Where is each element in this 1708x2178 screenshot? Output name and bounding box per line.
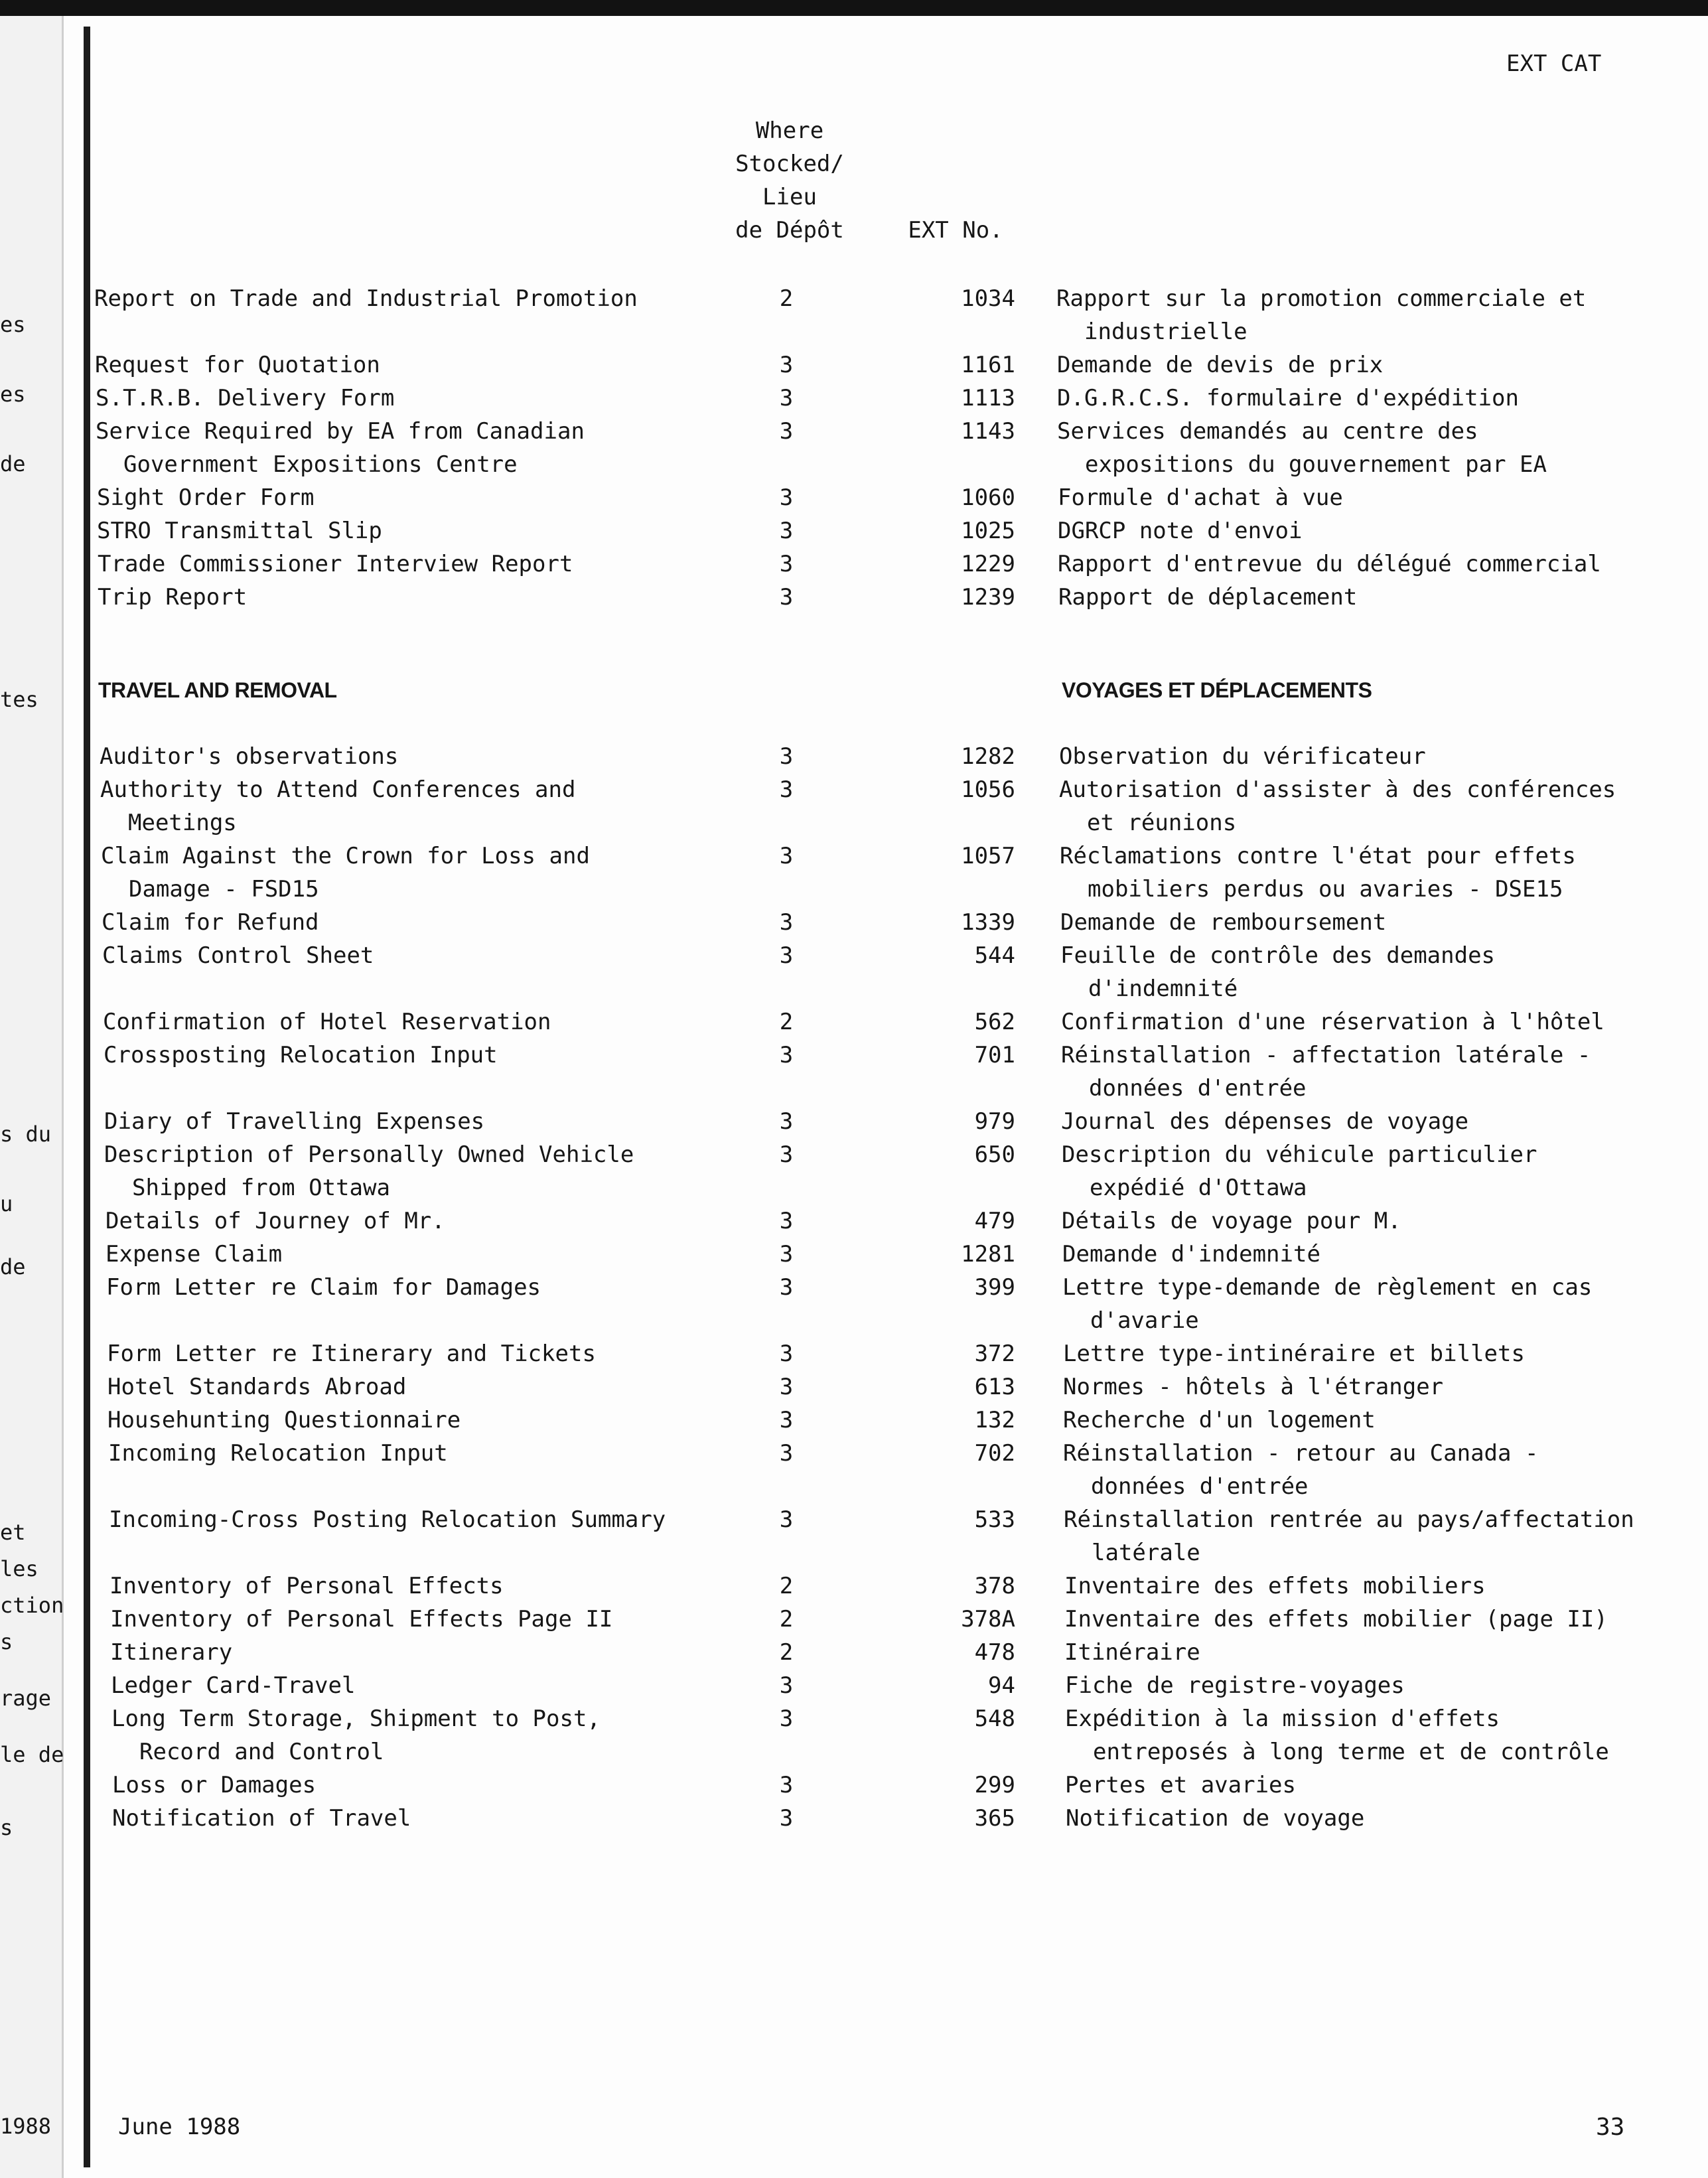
ext-number: 650: [974, 1141, 1015, 1168]
form-title-fr: [1058, 581, 1656, 614]
facing-page-fragment: s du: [0, 1122, 52, 1147]
form-title-en: [112, 1769, 683, 1802]
form-title-fr: [1062, 1238, 1660, 1271]
depot-number: 3: [779, 1805, 794, 1832]
facing-page-fragment: le de: [0, 1742, 64, 1767]
form-title-en-line: Claims Control Sheet: [102, 942, 374, 969]
ext-number: 702: [974, 1440, 1015, 1467]
form-title-fr: [1062, 1204, 1659, 1238]
depot-number: 2: [779, 1573, 794, 1599]
form-title-en: [103, 1005, 674, 1039]
form-title-en-line: Record and Control: [139, 1739, 384, 1765]
depot-number: 3: [779, 352, 794, 378]
form-title-fr: [1061, 1005, 1658, 1039]
form-title-fr-line: données d'entrée: [1089, 1075, 1307, 1102]
ext-number: 1161: [961, 352, 1015, 378]
ext-number: 979: [974, 1108, 1015, 1135]
depot-number: 3: [779, 776, 794, 803]
form-title-en: [97, 481, 668, 514]
form-title-fr: [1060, 839, 1657, 906]
facing-page-fragment: u: [0, 1191, 13, 1216]
depot-number: 3: [779, 418, 794, 445]
form-title-fr: [1058, 514, 1655, 547]
facing-page-fragment: es: [0, 382, 26, 407]
depot-number: 3: [779, 551, 794, 577]
form-title-fr-line: et réunions: [1087, 810, 1237, 836]
form-title-en: [107, 1370, 678, 1404]
form-title-en: [98, 581, 668, 614]
facing-page-fragment: de: [0, 1254, 26, 1279]
form-title-fr: [1061, 1039, 1658, 1105]
form-title-fr: [1062, 1271, 1660, 1337]
form-title-fr-line: Pertes et avaries: [1065, 1772, 1296, 1798]
form-title-fr: [1063, 1404, 1660, 1437]
form-title-en-line: S.T.R.B. Delivery Form: [96, 385, 395, 411]
ext-number: 378: [974, 1573, 1015, 1599]
form-title-en-line: Service Required by EA from Canadian: [96, 418, 585, 445]
form-title-en-line: Loss or Damages: [112, 1772, 317, 1798]
facing-page-fragment: 1988: [0, 2114, 52, 2139]
depot-number: 3: [779, 1241, 794, 1268]
depot-number: 2: [779, 1009, 794, 1035]
form-title-fr-line: Itinéraire: [1064, 1639, 1200, 1666]
form-title-fr: [1056, 282, 1654, 348]
form-title-fr-line: Lettre type-intinéraire et billets: [1063, 1341, 1525, 1367]
section-heading-fr: VOYAGES ET DÉPLACEMENTS: [1062, 678, 1372, 702]
form-title-en: [104, 1138, 675, 1204]
ext-number: 378A: [961, 1606, 1015, 1633]
form-title-fr-line: Normes - hôtels à l'étranger: [1063, 1374, 1444, 1400]
depot-number: 3: [779, 584, 794, 611]
form-title-en-line: Shipped from Ottawa: [132, 1175, 390, 1201]
depot-number: 3: [779, 1706, 794, 1732]
form-title-fr-line: Rapport de déplacement: [1058, 584, 1358, 611]
form-title-fr-line: Demande de devis de prix: [1057, 352, 1384, 378]
ext-number: 399: [974, 1274, 1015, 1301]
depot-number: 2: [779, 1639, 794, 1666]
form-title-en-line: Diary of Travelling Expenses: [104, 1108, 485, 1135]
form-title-en-line: Damage - FSD15: [129, 876, 319, 903]
form-title-fr-line: Rapport d'entrevue du délégué commercial: [1058, 551, 1601, 577]
form-title-en-line: Government Expositions Centre: [123, 451, 518, 478]
ext-number: 562: [974, 1009, 1015, 1035]
form-title-en-line: Inventory of Personal Effects Page II: [110, 1606, 613, 1633]
depot-number: 3: [779, 1208, 794, 1234]
form-title-en-line: Incoming-Cross Posting Relocation Summary: [109, 1506, 666, 1533]
form-title-fr: [1059, 740, 1656, 773]
form-title-en-line: Hotel Standards Abroad: [107, 1374, 407, 1400]
form-title-en: [108, 1437, 679, 1470]
form-title-fr-line: latérale: [1092, 1540, 1200, 1566]
form-title-en-line: Long Term Storage, Shipment to Post,: [111, 1706, 601, 1732]
form-title-fr-line: Réinstallation - retour au Canada -: [1063, 1440, 1539, 1467]
form-title-fr: [1059, 773, 1656, 839]
form-title-en-line: Description of Personally Owned Vehicle: [104, 1141, 634, 1168]
column-header-depot: [703, 114, 876, 247]
form-title-en: [94, 282, 665, 315]
form-title-en-line: Crossposting Relocation Input: [104, 1042, 498, 1068]
depot-number: 3: [779, 1108, 794, 1135]
form-title-fr: [1061, 1105, 1658, 1138]
form-title-fr: [1064, 1636, 1662, 1669]
ext-number: 1282: [961, 743, 1015, 770]
form-title-fr: [1057, 382, 1654, 415]
facing-page-fragment: s: [0, 1629, 13, 1654]
ext-number: 701: [974, 1042, 1015, 1068]
form-title-fr-line: Inventaire des effets mobilier (page II): [1064, 1606, 1608, 1633]
form-title-en-line: Expense Claim: [106, 1241, 283, 1268]
form-title-fr-line: Formule d'achat à vue: [1058, 484, 1343, 511]
form-title-fr-line: Demande de remboursement: [1060, 909, 1387, 936]
depot-number: 3: [779, 1042, 794, 1068]
depot-number: 3: [779, 1672, 794, 1699]
form-title-en: [96, 382, 666, 415]
ext-number: 478: [974, 1639, 1015, 1666]
form-title-fr: [1062, 1138, 1659, 1204]
form-title-fr: [1065, 1702, 1662, 1769]
form-title-fr-line: données d'entrée: [1091, 1473, 1309, 1500]
form-title-en-line: Trip Report: [98, 584, 248, 611]
form-title-en-line: Trade Commissioner Interview Report: [98, 551, 573, 577]
form-title-fr-line: Fiche de registre-voyages: [1065, 1672, 1405, 1699]
depot-number: 3: [779, 1772, 794, 1798]
form-title-fr-line: Services demandés au centre des: [1057, 418, 1478, 445]
form-title-en-line: Itinerary: [110, 1639, 233, 1666]
form-title-fr: [1066, 1802, 1663, 1835]
ext-number: 132: [974, 1407, 1015, 1433]
form-title-en: [95, 348, 666, 382]
form-title-fr-line: Lettre type-demande de règlement en cas: [1062, 1274, 1593, 1301]
form-title-en: [109, 1503, 679, 1536]
form-title-fr: [1060, 906, 1658, 939]
form-title-fr-line: expositions du gouvernement par EA: [1085, 451, 1547, 478]
ext-number: 1057: [961, 843, 1015, 869]
form-title-fr-line: Inventaire des effets mobiliers: [1064, 1573, 1486, 1599]
form-title-fr-line: Observation du vérificateur: [1059, 743, 1426, 770]
form-title-fr: [1058, 481, 1655, 514]
depot-number: 2: [779, 1606, 794, 1633]
depot-number: 3: [779, 484, 794, 511]
ext-number: 479: [974, 1208, 1015, 1234]
facing-page-fragment: ction: [0, 1593, 64, 1618]
form-title-fr-line: Feuille de contrôle des demandes: [1060, 942, 1496, 969]
ext-number: 372: [974, 1341, 1015, 1367]
form-title-en: [101, 839, 672, 906]
form-title-fr: [1064, 1503, 1661, 1569]
ext-number: 1143: [961, 418, 1015, 445]
form-title-fr: [1063, 1337, 1660, 1370]
ext-number: 548: [974, 1706, 1015, 1732]
facing-page-fragment: s: [0, 1815, 13, 1840]
form-title-en-line: Sight Order Form: [97, 484, 315, 511]
form-title-fr-line: DGRCP note d'envoi: [1058, 518, 1303, 544]
form-title-en: [110, 1603, 681, 1636]
ext-number: 1339: [961, 909, 1015, 936]
depot-number: 3: [779, 843, 794, 869]
form-title-fr-line: Réinstallation rentrée au pays/affectation: [1064, 1506, 1634, 1533]
form-title-en: [100, 773, 671, 839]
form-title-fr-line: Notification de voyage: [1066, 1805, 1365, 1832]
depot-number: 3: [779, 1374, 794, 1400]
form-title-fr-line: Expédition à la mission d'effets: [1065, 1706, 1500, 1732]
form-title-fr: [1057, 415, 1654, 481]
form-title-en-line: Inventory of Personal Effects: [109, 1573, 504, 1599]
form-title-fr-line: Journal des dépenses de voyage: [1061, 1108, 1469, 1135]
form-title-en-line: Confirmation of Hotel Reservation: [103, 1009, 551, 1035]
ext-number: 1025: [961, 518, 1015, 544]
form-title-fr: [1058, 547, 1655, 581]
form-title-fr-line: d'indemnité: [1088, 976, 1238, 1002]
facing-page-fragment: les: [0, 1556, 38, 1581]
facing-page-fragment: et: [0, 1520, 26, 1545]
form-title-fr: [1065, 1769, 1662, 1802]
facing-page-fragment: rage: [0, 1686, 52, 1711]
form-title-en: [106, 1204, 676, 1238]
depot-number: 3: [779, 1440, 794, 1467]
form-title-fr-line: entreposés à long terme et de contrôle: [1093, 1739, 1609, 1765]
column-header-depot-line: de Dépôt: [735, 217, 844, 244]
column-header-depot-line: Lieu: [762, 184, 817, 210]
facing-page-edge: [0, 16, 64, 2178]
form-title-en: [104, 1039, 674, 1072]
form-title-en: [112, 1802, 683, 1835]
form-title-en-line: Form Letter re Claim for Damages: [106, 1274, 541, 1301]
column-header-ext: EXT No.: [908, 217, 1003, 244]
depot-number: 3: [779, 1506, 794, 1533]
form-title-en-line: Request for Quotation: [95, 352, 380, 378]
form-title-fr: [1063, 1370, 1660, 1404]
form-title-en-line: Form Letter re Itinerary and Tickets: [107, 1341, 596, 1367]
ext-number: 1034: [961, 285, 1015, 312]
facing-page-fragment: es: [0, 312, 26, 337]
form-title-fr-line: industrielle: [1084, 319, 1247, 345]
form-title-fr-line: Description du véhicule particulier: [1062, 1141, 1537, 1168]
form-title-fr: [1063, 1437, 1660, 1503]
column-header-depot-line: Stocked/: [735, 151, 844, 177]
form-title-en: [102, 939, 673, 972]
form-title-fr-line: expédié d'Ottawa: [1090, 1175, 1307, 1201]
catalogue-code: EXT CAT: [1506, 50, 1602, 77]
column-header-depot-line: Where: [755, 117, 824, 144]
depot-number: 3: [779, 518, 794, 544]
form-title-fr-line: Demande d'indemnité: [1062, 1241, 1320, 1268]
depot-number: 3: [779, 1274, 794, 1301]
form-title-fr: [1064, 1603, 1662, 1636]
form-title-fr-line: D.G.R.C.S. formulaire d'expédition: [1057, 385, 1519, 411]
form-title-en-line: Househunting Questionnaire: [107, 1407, 461, 1433]
form-title-en: [106, 1238, 676, 1271]
form-title-en-line: Details of Journey of Mr.: [106, 1208, 445, 1234]
ext-number: 613: [974, 1374, 1015, 1400]
form-title-en: [111, 1702, 682, 1769]
form-title-en: [102, 906, 672, 939]
depot-number: 3: [779, 743, 794, 770]
ext-number: 1056: [961, 776, 1015, 803]
ext-number: 299: [974, 1772, 1015, 1798]
depot-number: 3: [779, 1407, 794, 1433]
form-title-en-line: STRO Transmittal Slip: [97, 518, 382, 544]
page-number: 33: [1596, 2114, 1625, 2141]
form-title-en-line: Claim for Refund: [102, 909, 319, 936]
depot-number: 3: [779, 942, 794, 969]
ext-number: 1060: [961, 484, 1015, 511]
form-title-en: [104, 1105, 675, 1138]
depot-number: 3: [779, 385, 794, 411]
facing-page-fragment: de: [0, 451, 26, 476]
depot-number: 3: [779, 909, 794, 936]
binding-line: [84, 27, 90, 2167]
form-title-fr-line: Détails de voyage pour M.: [1062, 1208, 1401, 1234]
form-title-fr-line: Réinstallation - affectation latérale -: [1061, 1042, 1591, 1068]
form-title-fr-line: Autorisation d'assister à des conférences: [1059, 776, 1616, 803]
ext-number: 544: [974, 942, 1015, 969]
ext-number: 1239: [961, 584, 1015, 611]
depot-number: 3: [779, 1141, 794, 1168]
ext-number: 365: [974, 1805, 1015, 1832]
form-title-en-line: Notification of Travel: [112, 1805, 411, 1832]
form-title-en-line: Authority to Attend Conferences and: [100, 776, 576, 803]
form-title-en-line: Claim Against the Crown for Loss and: [101, 843, 590, 869]
form-title-fr: [1060, 939, 1658, 1005]
form-title-en: [96, 415, 666, 481]
depot-number: 2: [779, 285, 794, 312]
form-title-fr: [1057, 348, 1654, 382]
form-title-en: [97, 514, 668, 547]
form-title-fr-line: Confirmation d'une réservation à l'hôtel: [1061, 1009, 1604, 1035]
form-title-en-line: Auditor's observations: [100, 743, 399, 770]
ext-number: 533: [974, 1506, 1015, 1533]
ext-number: 94: [988, 1672, 1015, 1699]
form-title-fr-line: d'avarie: [1090, 1307, 1199, 1334]
form-title-en-line: Meetings: [128, 810, 237, 836]
ext-number: 1229: [961, 551, 1015, 577]
depot-number: 3: [779, 1341, 794, 1367]
form-title-en: [111, 1669, 681, 1702]
form-title-fr: [1065, 1669, 1662, 1702]
form-title-fr: [1064, 1569, 1662, 1603]
form-title-en: [100, 740, 670, 773]
form-title-fr-line: Recherche d'un logement: [1063, 1407, 1376, 1433]
form-title-en: [98, 547, 668, 581]
ext-number: 1113: [961, 385, 1015, 411]
form-title-en: [107, 1404, 678, 1437]
form-title-fr-line: Rapport sur la promotion commerciale et: [1056, 285, 1587, 312]
form-title-en-line: Incoming Relocation Input: [108, 1440, 448, 1467]
form-title-fr-line: mobiliers perdus ou avaries - DSE15: [1088, 876, 1563, 903]
footer-date: June 1988: [118, 2114, 241, 2140]
form-title-en: [110, 1636, 681, 1669]
ext-number: 1281: [961, 1241, 1015, 1268]
facing-page-fragment: tes: [0, 687, 38, 712]
section-heading-en: TRAVEL AND REMOVAL: [98, 678, 337, 702]
form-title-en-line: Ledger Card-Travel: [111, 1672, 356, 1699]
form-title-en: [106, 1271, 677, 1304]
form-title-fr-line: Réclamations contre l'état pour effets: [1060, 843, 1576, 869]
form-title-en: [109, 1569, 680, 1603]
form-title-en-line: Report on Trade and Industrial Promotion: [94, 285, 638, 312]
form-title-en: [107, 1337, 677, 1370]
scan-top-edge: [0, 0, 1708, 16]
